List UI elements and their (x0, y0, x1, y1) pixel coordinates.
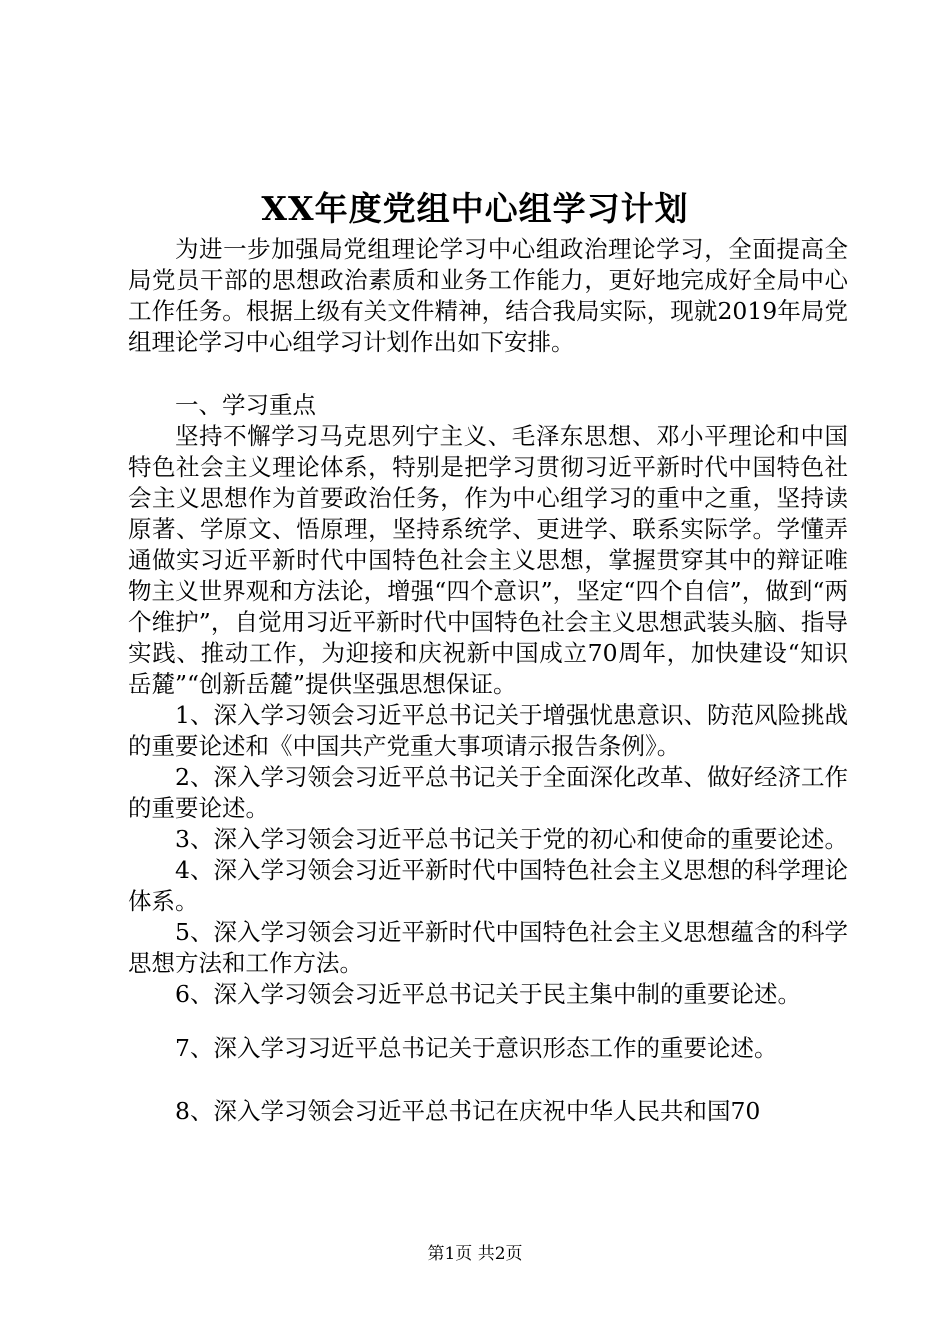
section-heading-study-focus: 一、学习重点 (175, 391, 316, 419)
list-item: 2、深入学习领会习近平总书记关于全面深化改革、做好经济工作的重要论述。 (128, 763, 848, 822)
page-number-footer: 第1页 共2页 (427, 1244, 523, 1264)
section-paragraph-study-focus: 坚持不懈学习马克思列宁主义、毛泽东思想、邓小平理论和中国特色社会主义理论体系，特别是把学习贯彻习近平新时代中国特色社会主义思想作为首要政治任务，作为中心组学习的重中之重，坚持读原著、学原文、悟原理，坚持系统学、更进学、联系实际学。学懂弄通做实习近平新时代中国特色社会主义思想，掌握贯穿其中的辩证唯物主义世界观和方法论，增强“四个意识”，坚定“四个自信”，做到“两个维护”，自觉用习近平新时代中国特色社会主义思想武装头脑、指导实践、推动工作，为迎接和庆祝新中国成立70周年，加快建设“知识岳麓”“创新岳麓”提供坚强思想保证。 (128, 422, 848, 698)
list-item: 6、深入学习领会习近平总书记关于民主集中制的重要论述。 (175, 980, 801, 1008)
list-item: 7、深入学习习近平总书记关于意识形态工作的重要论述。 (175, 1034, 778, 1062)
document-title: XX年度党组中心组学习计划 (261, 189, 689, 228)
list-item: 3、深入学习领会习近平总书记关于党的初心和使命的重要论述。 (175, 825, 848, 853)
list-item: 4、深入学习领会习近平新时代中国特色社会主义思想的科学理论体系。 (128, 856, 848, 915)
list-item: 8、深入学习领会习近平总书记在庆祝中华人民共和国70 (175, 1097, 761, 1125)
intro-paragraph: 为进一步加强局党组理论学习中心组政治理论学习，全面提高全局党员干部的思想政治素质和业务工作能力，更好地完成好全局中心工作任务。根据上级有关文件精神，结合我局实际，现就2019年局党组理论学习中心组学习计划作出如下安排。 (128, 235, 848, 356)
document-body (128, 234, 848, 1127)
list-item: 1、深入学习领会习近平总书记关于增强忧患意识、防范风险挑战的重要论述和《中国共产党重大事项请示报告条例》。 (128, 701, 848, 760)
list-item: 5、深入学习领会习近平新时代中国特色社会主义思想蕴含的科学思想方法和工作方法。 (128, 918, 848, 977)
